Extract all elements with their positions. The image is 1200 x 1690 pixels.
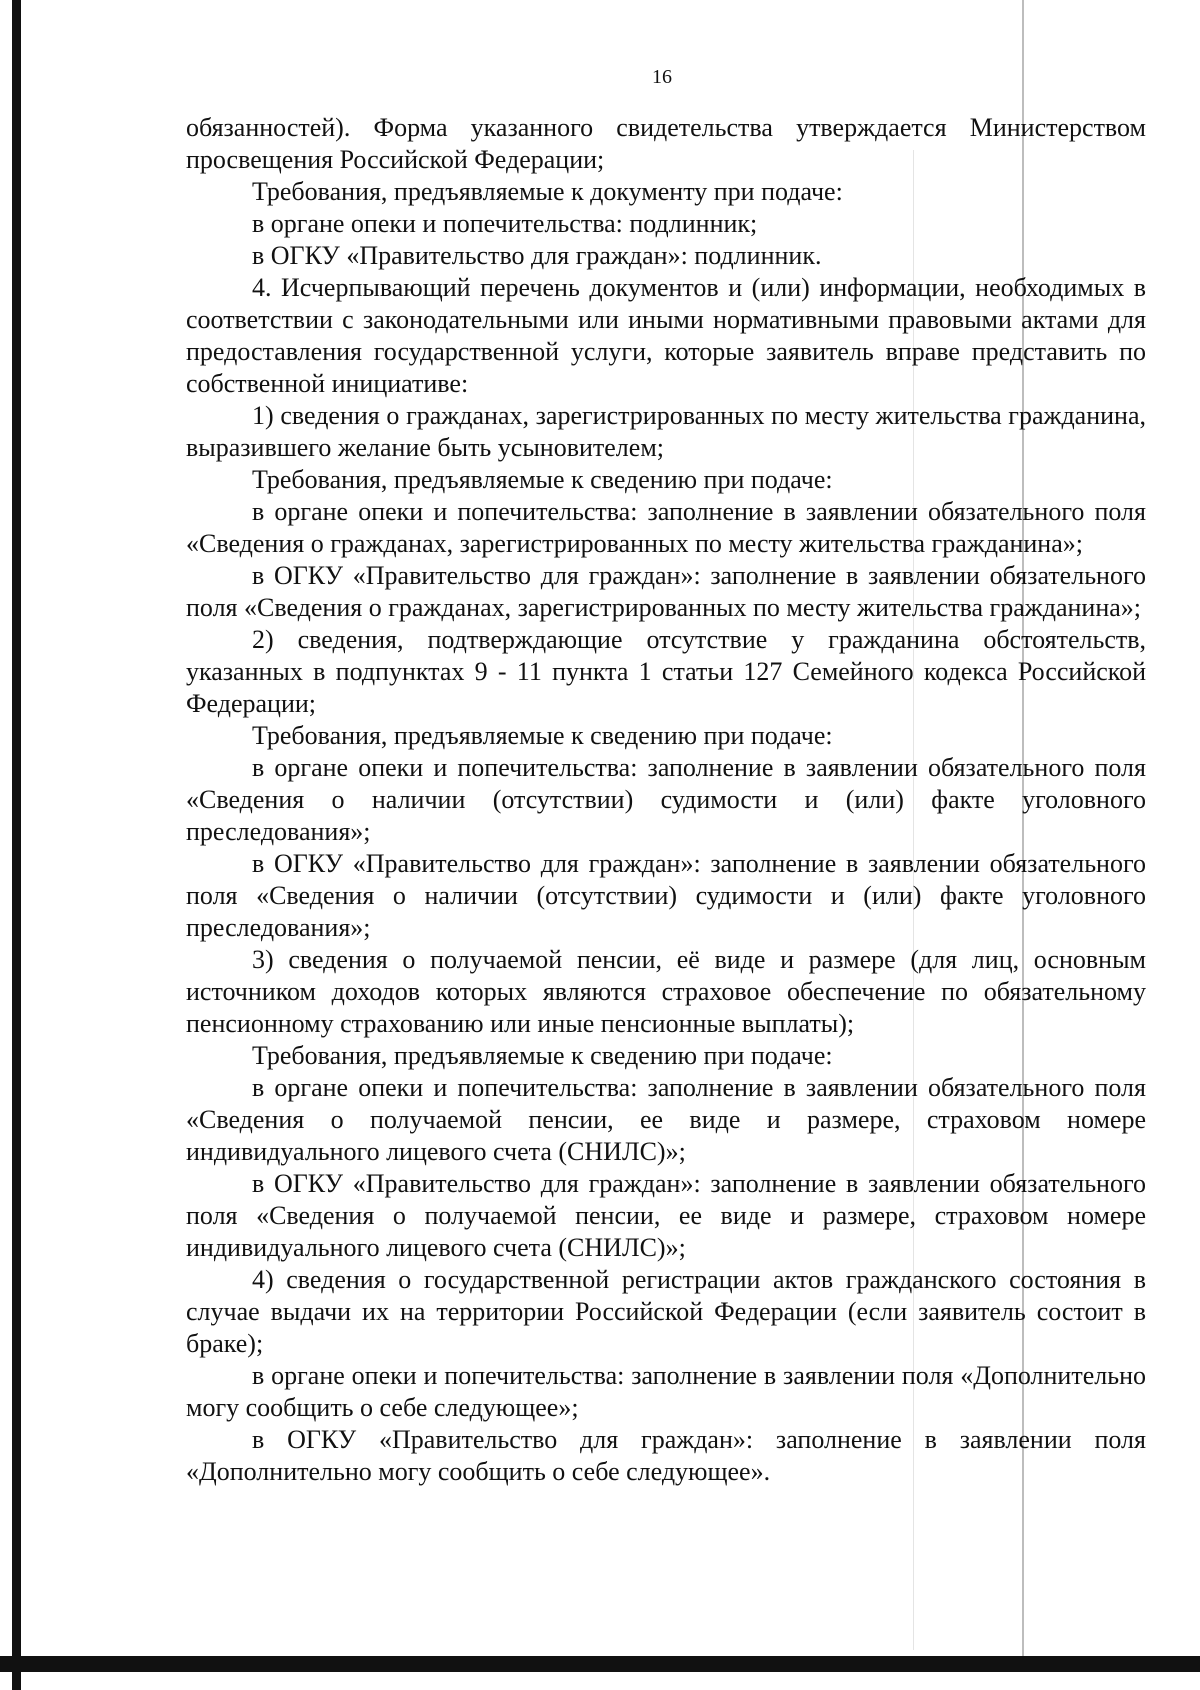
paragraph: в органе опеки и попечительства: заполнение в заявлении обязательного поля «Сведения о получаемой пенсии, ее виде и размере, страховом номере индивидуального лицевого счета (СНИЛС)»; xyxy=(186,1073,1146,1166)
paragraph: Требования, предъявляемые к сведению при подаче: xyxy=(252,465,833,494)
paragraph: 2) сведения, подтверждающие отсутствие у гражданина обстоятельств, указанных в подпунктах 9 - 11 пункта 1 статьи 127 Семейного кодекса Российской Федерации; xyxy=(186,625,1146,718)
page-number: 16 xyxy=(652,66,672,88)
paragraph: Требования, предъявляемые к сведению при подаче: xyxy=(252,721,833,750)
paragraph: 4) сведения о государственной регистрации актов гражданского состояния в случае выдачи их на территории Российской Федерации (если заявитель состоит в браке); xyxy=(186,1265,1146,1358)
paragraph: 1) сведения о гражданах, зарегистрированных по месту жительства гражданина, выразившего желание быть усыновителем; xyxy=(186,401,1146,462)
paragraph: 3) сведения о получаемой пенсии, её виде и размере (для лиц, основным источником доходов которых являются страховое обеспечение по обязательному пенсионному страхованию или иные пенсионные выплаты); xyxy=(186,945,1146,1038)
document-body xyxy=(186,112,1146,1488)
scan-edge-left xyxy=(12,0,21,1690)
paragraph: Требования, предъявляемые к документу при подаче: xyxy=(252,177,843,206)
paragraph: Требования, предъявляемые к сведению при подаче: xyxy=(252,1041,833,1070)
paragraph: в органе опеки и попечительства: подлинник; xyxy=(252,209,758,238)
paragraph: в органе опеки и попечительства: заполнение в заявлении обязательного поля «Сведения о гражданах, зарегистрированных по месту жительства гражданина»; xyxy=(186,497,1146,558)
paragraph: 4. Исчерпывающий перечень документов и (или) информации, необходимых в соответствии с законодательными или иными нормативными правовыми актами для предоставления государственной услуги, которые заявитель вправе представить по собственной инициативе: xyxy=(186,273,1146,398)
scan-edge-bottom xyxy=(0,1656,1200,1672)
paragraph: в органе опеки и попечительства: заполнение в заявлении поля «Дополнительно могу сообщить о себе следующее»; xyxy=(186,1361,1146,1422)
paragraph: в ОГКУ «Правительство для граждан»: заполнение в заявлении обязательного поля «Сведения о гражданах, зарегистрированных по месту жительства гражданина»; xyxy=(186,561,1146,622)
paragraph: в органе опеки и попечительства: заполнение в заявлении обязательного поля «Сведения о наличии (отсутствии) судимости и (или) факте уголовного преследования»; xyxy=(186,753,1146,846)
paragraph: в ОГКУ «Правительство для граждан»: заполнение в заявлении обязательного поля «Сведения о получаемой пенсии, ее виде и размере, страховом номере индивидуального лицевого счета (СНИЛС)»; xyxy=(186,1169,1146,1262)
paragraph: обязанностей). Форма указанного свидетельства утверждается Министерством просвещения Российской Федерации; xyxy=(186,113,1146,174)
paragraph: в ОГКУ «Правительство для граждан»: подлинник. xyxy=(252,241,822,270)
paragraph: в ОГКУ «Правительство для граждан»: заполнение в заявлении поля «Дополнительно могу сообщить о себе следующее». xyxy=(186,1425,1146,1486)
paragraph: в ОГКУ «Правительство для граждан»: заполнение в заявлении обязательного поля «Сведения о наличии (отсутствии) судимости и (или) факте уголовного преследования»; xyxy=(186,849,1146,942)
